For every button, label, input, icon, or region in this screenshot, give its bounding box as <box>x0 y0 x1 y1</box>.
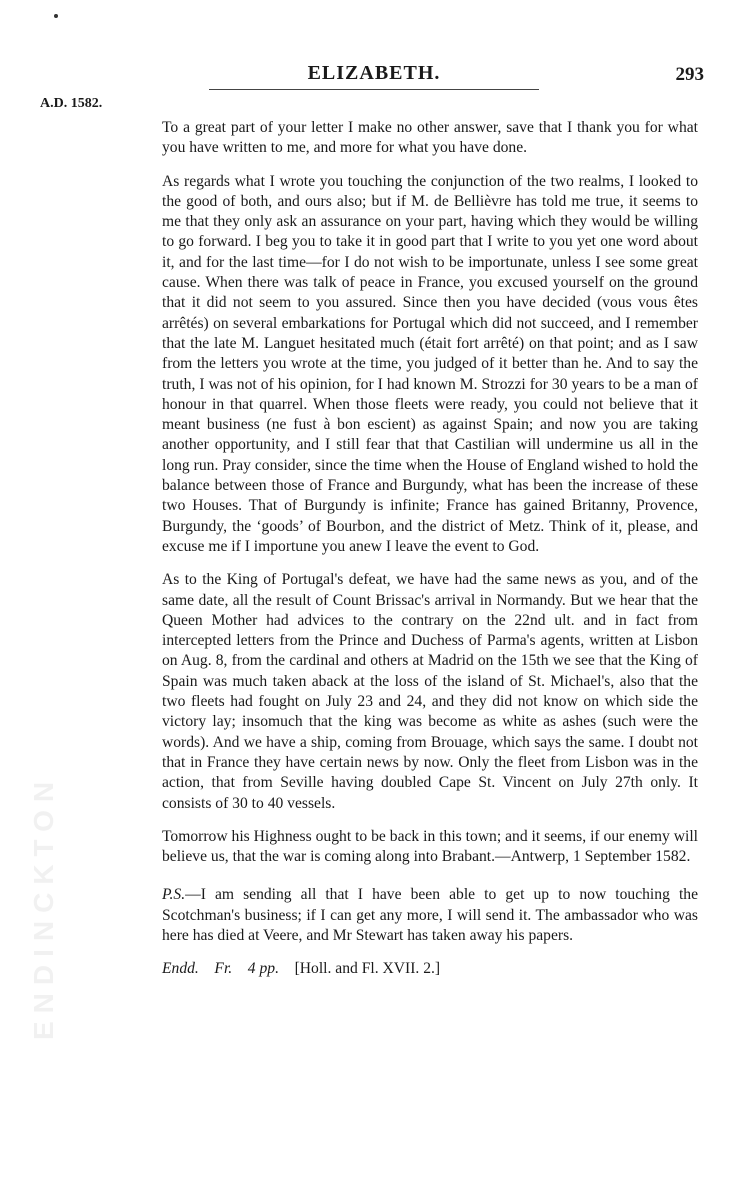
ink-dot <box>54 14 58 18</box>
endorsement-reference: [Holl. and Fl. XVII. 2.] <box>294 960 441 978</box>
watermark: ENDINCKTON <box>28 773 59 1040</box>
postscript-label: P.S. <box>162 886 186 904</box>
paragraph-1: To a great part of your letter I make no other answer, save that I thank you for what you have written to me, and more for what you have done. <box>162 119 698 157</box>
paragraph-2: As regards what I wrote you touching the conjunction of the two realms, I looked to the good of both, and ours also; but if M. de Bellièvre has told me true, it seems to me that they only ask an assurance on your part, having which they would be willing to go forward. I beg you to take it in good part that I write to you yet one word about it, and for the last time—for I do not wish to be importunate, unless I see some great cause. When there was talk of peace in France, you excused yourself on the ground that it did not seem to you assured. Since then you have decided (vous vous êtes arrêtés) on several embarkations for Portugal which did not succeed, and I remember that the late M. Languet hesitated much (était fort arrêté) on that point; and as I saw from the letters you wrote at the time, you judged of it better than he. And to say the truth, I was not of his opinion, for I had known M. Strozzi for 30 years to be a man of honour in that quarrel. When those fleets were ready, you could not believe that it meant business (ne fust à bon escient) as against Spain; and now you are taking another opportunity, and I still fear that that Castilian will undermine us all in the long run. Pray consider, since the time when the House of England wished to hold the balance between those of France and Burgundy, what has been the increase of these two Houses. That of Burgundy is infinite; France has gained Britanny, Provence, Burgundy, the ‘goods’ of Bourbon, and the district of Metz. Think of it, please, and excuse me if I importune you anew I leave the event to God. <box>162 172 698 555</box>
page-number: 293 <box>675 64 704 85</box>
endorsement-pages: 4 pp. <box>247 960 279 978</box>
paragraph-3: As to the King of Portugal's defeat, we have had the same news as you, and of the same date, all the result of Count Brissac's arrival in Normandy. But we hear that the Queen Mother had advices to the contrary on the 22nd ult. and in fact from intercepted letters from the Prince and Duchess of Parma's agents, written at Lisbon on Aug. 8, from the cardinal and others at Madrid on the 15th we see that the King of Spain was much taken aback at the loss of the island of St. Michael's, also that the two fleets had fought on July 23 and 24, and they did not know on which side the victory lay; insomuch that the king was become as white as ashes (such were the words). And we have a ship, coming from Brouage, which says the same. I doubt not that in France they have certain news by now. Only the fleet from Lisbon was in the action, that from Seville having doubled Cape St. Vincent on July 27th only. It consists of 30 to 40 vessels. <box>162 571 698 812</box>
endorsement-language: Fr. <box>214 960 233 978</box>
paragraph-4: Tomorrow his Highness ought to be back in this town; and it seems, if our enemy will believe us, that the war is coming along into Brabant.—Antwerp, 1 September 1582. <box>162 827 698 866</box>
running-head-title: ELIZABETH. <box>0 62 748 90</box>
postscript <box>162 885 698 946</box>
postscript-text: —I am sending all that I have been able to get up to now touching the Scotchman's business; if I can get any more, I will send it. The ambassador who was here has died at Veere, and Mr Stewart has taken away his papers. <box>162 886 698 944</box>
endorsement <box>162 959 698 979</box>
endorsement-label: Endd. <box>162 960 199 978</box>
letter-body <box>162 118 698 993</box>
margin-date: A.D. 1582. <box>40 96 103 111</box>
